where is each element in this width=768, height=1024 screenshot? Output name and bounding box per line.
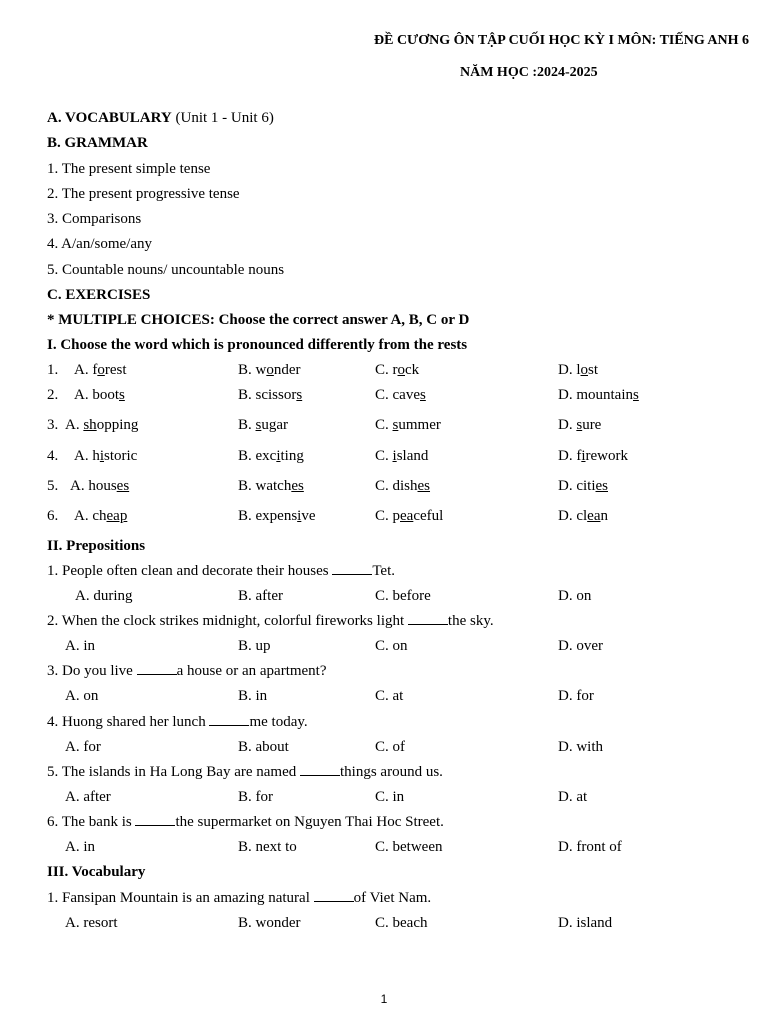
answer-option — [238, 507, 316, 525]
answer-option: D. island — [558, 915, 613, 931]
option-text-before: B. expens — [238, 508, 298, 524]
answer-option: B. for — [238, 789, 273, 805]
option-text-before: D. f — [558, 448, 582, 464]
option-text-after: rework — [585, 448, 628, 464]
underlined-sound: o — [266, 362, 274, 378]
answer-option — [375, 416, 441, 434]
option-text-after: ve — [301, 508, 316, 524]
page-number: 1 — [380, 992, 388, 1006]
question-stem — [47, 713, 308, 731]
question-text-end: Tet. — [372, 563, 396, 579]
answer-option: D. at — [558, 789, 588, 805]
option-text-before: B. scissor — [238, 387, 297, 403]
underlined-sound: ea — [400, 508, 414, 524]
question-stem — [47, 763, 443, 781]
question-text-end: the sky. — [447, 613, 494, 629]
option-text-after: ummer — [398, 417, 441, 433]
underlined-sound: es — [595, 478, 608, 494]
underlined-sound: o — [397, 362, 405, 378]
question-text: 2. When the clock strikes midnight, colorful fireworks light — [47, 613, 408, 629]
underlined-sound: eap — [106, 508, 128, 524]
question-number: 6. — [47, 508, 59, 524]
answer-option: D. front of — [558, 839, 622, 855]
option-text-before: D. cl — [558, 508, 588, 524]
option-text-before: A. hous — [70, 478, 117, 494]
question-text: 5. The islands in Ha Long Bay are named — [47, 764, 300, 780]
part-ii-heading: II. Prepositions — [47, 538, 146, 554]
pronunciation-question-row — [47, 361, 747, 379]
underlined-sound: es — [417, 478, 431, 494]
answer-option: A. in — [65, 638, 95, 654]
grammar-item: 3. Comparisons — [47, 211, 142, 227]
option-text-before: C. — [375, 417, 393, 433]
option-text-after: ck — [405, 362, 420, 378]
question-text: 3. Do you live — [47, 663, 137, 679]
answer-option: B. after — [238, 588, 283, 604]
question-text: 6. The bank is — [47, 814, 136, 830]
option-text-before: B. w — [238, 362, 267, 378]
option-text-before: C. r — [375, 362, 398, 378]
grammar-item: 5. Countable nouns/ uncountable nouns — [47, 262, 285, 278]
question-number: 5. — [47, 478, 59, 494]
underlined-sound: s — [576, 417, 583, 433]
option-text-before: B. — [238, 417, 256, 433]
answer-option: A. during — [75, 588, 133, 604]
answer-options-row — [47, 738, 747, 756]
underlined-sound: i — [297, 508, 302, 524]
pronunciation-question-row — [47, 447, 747, 465]
question-stem — [47, 813, 444, 831]
option-text-before: A. ch — [74, 508, 107, 524]
pronunciation-question-row — [47, 386, 747, 404]
option-text-after: opping — [96, 417, 139, 433]
option-text-before: B. watch — [238, 478, 292, 494]
multiple-choice-instruction: * MULTIPLE CHOICES: Choose the correct answer A, B, C or D — [47, 312, 470, 328]
question-stem — [47, 662, 327, 680]
answer-option: D. for — [558, 688, 594, 704]
answer-options-row — [47, 587, 747, 605]
answer-blank — [135, 813, 175, 826]
section-b-heading: B. GRAMMAR — [47, 135, 148, 151]
option-text-after: ugar — [261, 417, 289, 433]
answer-option — [74, 447, 137, 465]
question-text: 1. People often clean and decorate their houses — [47, 563, 333, 579]
underlined-sound: s — [119, 387, 125, 403]
option-text-after: sland — [396, 448, 429, 464]
answer-option: B. up — [238, 638, 271, 654]
underlined-sound: ea — [587, 508, 601, 524]
option-text-before: A. boot — [74, 387, 119, 403]
pronunciation-question-row — [47, 507, 747, 525]
answer-option: C. beach — [375, 915, 428, 931]
option-text-before: D. — [558, 417, 577, 433]
option-text-before: C. dish — [375, 478, 418, 494]
answer-option — [375, 507, 443, 525]
question-number: 2. — [47, 387, 59, 403]
answer-option — [375, 361, 419, 379]
answer-option: A. for — [65, 739, 101, 755]
underlined-sound: s — [255, 417, 262, 433]
question-text: 4. Huong shared her lunch — [47, 714, 210, 730]
answer-options-row — [47, 838, 747, 856]
answer-option: D. on — [558, 588, 592, 604]
answer-option: A. resort — [65, 915, 118, 931]
question-text-end: things around us. — [340, 764, 443, 780]
underlined-sound: o — [97, 362, 105, 378]
underlined-sound: es — [291, 478, 304, 494]
grammar-item: 2. The present progressive tense — [47, 186, 240, 202]
option-text-after: ting — [280, 448, 304, 464]
answer-option: B. wonder — [238, 915, 301, 931]
underlined-sound: i — [392, 448, 397, 464]
answer-option — [558, 361, 598, 379]
option-text-after: ure — [582, 417, 602, 433]
answer-option — [74, 507, 127, 525]
answer-blank — [332, 562, 372, 575]
question-stem — [47, 889, 431, 907]
answer-option: C. at — [375, 688, 404, 704]
question-text-end: me today. — [249, 714, 308, 730]
option-text-after: ceful — [413, 508, 444, 524]
part-i-heading: I. Choose the word which is pronounced differently from the rests — [47, 337, 468, 353]
underlined-sound: s — [633, 387, 639, 403]
answer-option — [558, 416, 601, 434]
underlined-sound: o — [580, 362, 588, 378]
answer-blank — [408, 612, 448, 625]
underlined-sound: i — [276, 448, 281, 464]
pronunciation-question-row — [47, 477, 747, 495]
answer-option — [238, 477, 304, 495]
answer-option — [238, 361, 301, 379]
answer-option — [70, 477, 129, 495]
answer-options-row — [47, 788, 747, 806]
answer-option — [375, 477, 430, 495]
answer-option — [238, 386, 302, 404]
answer-option: A. on — [65, 688, 99, 704]
option-text-before: A. f — [74, 362, 98, 378]
underlined-sound: sh — [83, 417, 97, 433]
answer-option: D. over — [558, 638, 603, 654]
answer-options-row — [47, 687, 747, 705]
answer-option — [558, 447, 628, 465]
underlined-sound: i — [581, 448, 586, 464]
underlined-sound: s — [296, 387, 303, 403]
option-text-before: C. cave — [375, 387, 420, 403]
answer-option: C. in — [375, 789, 405, 805]
question-number: 3. — [47, 417, 59, 433]
answer-option — [74, 361, 127, 379]
section-a-title: A. VOCABULARY — [47, 110, 172, 126]
answer-option: C. before — [375, 588, 431, 604]
question-text-end: of Viet Nam. — [353, 890, 432, 906]
answer-option: A. after — [65, 789, 111, 805]
school-year: NĂM HỌC :2024-2025 — [460, 65, 598, 80]
answer-option: B. next to — [238, 839, 297, 855]
underlined-sound: es — [116, 478, 130, 494]
section-a-range: (Unit 1 - Unit 6) — [171, 110, 274, 126]
answer-option — [375, 386, 426, 404]
option-text-after: nder — [273, 362, 301, 378]
underlined-sound: s — [392, 417, 399, 433]
section-c-heading: C. EXERCISES — [47, 287, 151, 303]
answer-option: C. between — [375, 839, 443, 855]
answer-option — [558, 477, 608, 495]
answer-option — [74, 386, 125, 404]
option-text-after: st — [588, 362, 599, 378]
option-text-before: A. — [65, 417, 84, 433]
part-iii-heading: III. Vocabulary — [47, 864, 146, 880]
option-text-before: D. mountain — [558, 387, 633, 403]
answer-blank — [209, 713, 249, 726]
option-text-after: rest — [104, 362, 127, 378]
question-number: 1. — [47, 362, 59, 378]
grammar-item: 4. A/an/some/any — [47, 236, 152, 252]
section-a-heading — [47, 109, 274, 127]
answer-option — [238, 416, 288, 434]
answer-option: B. in — [238, 688, 268, 704]
question-stem — [47, 612, 494, 630]
pronunciation-question-row — [47, 416, 747, 434]
answer-blank — [300, 763, 340, 776]
answer-option: A. in — [65, 839, 95, 855]
question-text-end: the supermarket on Nguyen Thai Hoc Street. — [175, 814, 444, 830]
answer-option: C. on — [375, 638, 408, 654]
option-text-before: C. — [375, 448, 393, 464]
grammar-item: 1. The present simple tense — [47, 161, 211, 177]
answer-blank — [137, 662, 177, 675]
question-text-end: a house or an apartment? — [176, 663, 327, 679]
answer-option — [65, 416, 138, 434]
answer-blank — [314, 889, 354, 902]
option-text-after: storic — [104, 448, 138, 464]
answer-option: B. about — [238, 739, 289, 755]
option-text-before: C. p — [375, 508, 401, 524]
answer-option — [375, 447, 428, 465]
question-number: 4. — [47, 448, 59, 464]
answer-options-row — [47, 637, 747, 655]
answer-option — [238, 447, 304, 465]
answer-option — [558, 386, 639, 404]
answer-options-row — [47, 914, 747, 932]
document-title: ĐỀ CƯƠNG ÔN TẬP CUỐI HỌC KỲ I MÔN: TIẾNG ANH 6 — [374, 33, 750, 48]
question-text: 1. Fansipan Mountain is an amazing natural — [47, 890, 314, 906]
option-text-before: B. exc — [238, 448, 277, 464]
option-text-before: A. h — [74, 448, 100, 464]
question-stem — [47, 562, 395, 580]
option-text-after: n — [600, 508, 608, 524]
underlined-sound: s — [419, 387, 426, 403]
option-text-before: D. l — [558, 362, 581, 378]
answer-option: D. with — [558, 739, 603, 755]
option-text-before: D. citi — [558, 478, 596, 494]
answer-option: C. of — [375, 739, 405, 755]
answer-option — [558, 507, 608, 525]
underlined-sound: i — [99, 448, 105, 464]
